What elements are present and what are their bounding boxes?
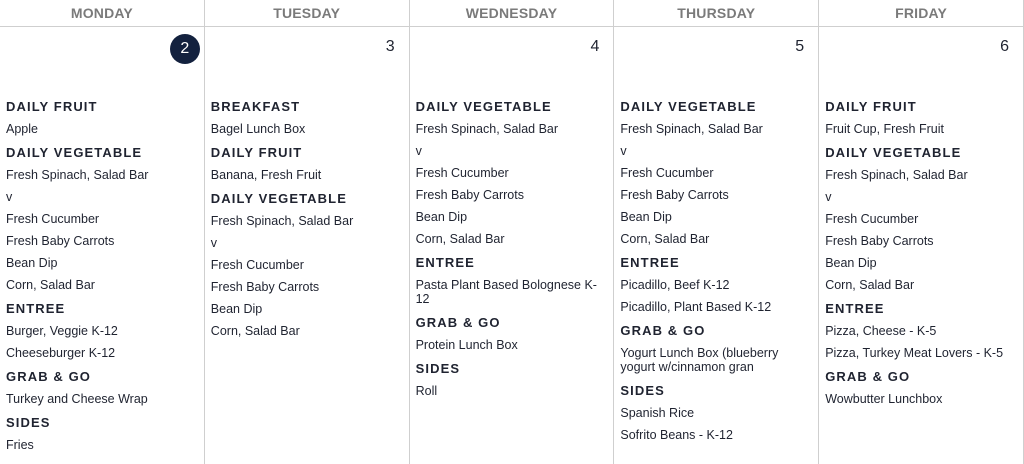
menu-item[interactable]: Bagel Lunch Box: [210, 122, 306, 136]
menu-item[interactable]: Pizza, Turkey Meat Lovers - K-5: [825, 346, 1004, 360]
menu-section: [620, 98, 812, 246]
menu-item[interactable]: Fresh Baby Carrots: [415, 188, 524, 202]
menu-section: [416, 98, 608, 246]
menu-item[interactable]: Fresh Cucumber: [6, 212, 100, 226]
weekday-label-friday: FRIDAY: [819, 0, 1024, 26]
menu-section: [825, 368, 1017, 406]
date-number[interactable]: 5: [795, 38, 805, 55]
menu-item[interactable]: v: [620, 144, 627, 158]
section-title: DAILY VEGETABLE: [6, 145, 143, 160]
menu-item[interactable]: Fresh Baby Carrots: [620, 188, 729, 202]
menu-section: [620, 322, 812, 374]
menu-item[interactable]: v: [6, 190, 13, 204]
menu-section: [416, 254, 608, 306]
menu-item[interactable]: Picadillo, Plant Based K-12: [620, 300, 772, 314]
section-title: SIDES: [6, 415, 51, 430]
menu-section: [6, 414, 198, 452]
section-title: SIDES: [620, 383, 665, 398]
menu-item[interactable]: Corn, Salad Bar: [415, 232, 505, 246]
day-menu: [6, 98, 198, 460]
menu-item[interactable]: v: [415, 144, 422, 158]
menu-item[interactable]: Fresh Cucumber: [415, 166, 509, 180]
menu-item[interactable]: Pizza, Cheese - K-5: [825, 324, 937, 338]
menu-item[interactable]: Fresh Cucumber: [620, 166, 714, 180]
menu-item[interactable]: Yogurt Lunch Box (blueberry yogurt w/cinnamon gran: [620, 346, 779, 374]
menu-item[interactable]: Banana, Fresh Fruit: [210, 168, 322, 182]
weekday-label-tuesday: TUESDAY: [205, 0, 410, 26]
day-cell[interactable]: [819, 27, 1024, 464]
menu-item[interactable]: Burger, Veggie K-12: [6, 324, 118, 338]
menu-item[interactable]: Bean Dip: [210, 302, 263, 316]
menu-item[interactable]: Bean Dip: [825, 256, 877, 270]
menu-item[interactable]: Bean Dip: [6, 256, 58, 270]
menu-item[interactable]: Protein Lunch Box: [415, 338, 518, 352]
menu-item[interactable]: Picadillo, Beef K-12: [620, 278, 730, 292]
menu-item[interactable]: Fresh Baby Carrots: [825, 234, 934, 248]
menu-item[interactable]: Corn, Salad Bar: [825, 278, 915, 292]
date-number[interactable]: 6: [1000, 38, 1009, 55]
menu-item[interactable]: Fresh Cucumber: [210, 258, 304, 272]
weekday-label-thursday: THURSDAY: [614, 0, 819, 26]
section-title: DAILY VEGETABLE: [415, 99, 552, 114]
menu-item[interactable]: Pasta Plant Based Bolognese K-12: [415, 278, 597, 306]
menu-item[interactable]: Cheeseburger K-12: [6, 346, 116, 360]
section-title: SIDES: [415, 361, 461, 376]
date-number[interactable]: 3: [385, 38, 395, 55]
menu-section: [825, 98, 1017, 136]
menu-item[interactable]: Fresh Spinach, Salad Bar: [825, 168, 968, 182]
menu-item[interactable]: Roll: [415, 384, 438, 398]
menu-section: [211, 190, 403, 338]
day-cell[interactable]: [205, 27, 410, 464]
section-title: DAILY FRUIT: [825, 99, 917, 114]
menu-item[interactable]: Fresh Spinach, Salad Bar: [210, 214, 354, 228]
day-cell[interactable]: [614, 27, 819, 464]
day-cell[interactable]: [0, 27, 205, 464]
menu-section: [620, 254, 812, 314]
menu-item[interactable]: Fresh Spinach, Salad Bar: [6, 168, 149, 182]
menu-item[interactable]: Spanish Rice: [620, 406, 695, 420]
day-menu: [211, 98, 403, 346]
menu-item[interactable]: v: [825, 190, 832, 204]
menu-item[interactable]: Corn, Salad Bar: [210, 324, 300, 338]
section-title: DAILY VEGETABLE: [825, 145, 962, 160]
menu-item[interactable]: Turkey and Cheese Wrap: [6, 392, 148, 406]
menu-section: [211, 144, 403, 182]
section-title: DAILY FRUIT: [210, 145, 303, 160]
day-menu: [416, 98, 608, 406]
menu-item[interactable]: Bean Dip: [620, 210, 672, 224]
menu-item[interactable]: Apple: [6, 122, 38, 136]
menu-item[interactable]: Fresh Spinach, Salad Bar: [415, 122, 559, 136]
section-title: DAILY VEGETABLE: [620, 99, 757, 114]
day-menu: [620, 98, 812, 450]
section-title: GRAB & GO: [620, 323, 706, 338]
section-title: BREAKFAST: [210, 99, 301, 114]
section-title: GRAB & GO: [415, 315, 501, 330]
menu-section: [6, 368, 198, 406]
menu-section: [211, 98, 403, 136]
section-title: DAILY VEGETABLE: [210, 191, 347, 206]
day-menu: [825, 98, 1017, 414]
menu-section: [825, 300, 1017, 360]
menu-item[interactable]: v: [210, 236, 218, 250]
section-title: ENTREE: [825, 301, 885, 316]
date-number[interactable]: 4: [590, 38, 600, 55]
weekday-label-wednesday: WEDNESDAY: [410, 0, 615, 26]
menu-section: [825, 144, 1017, 292]
menu-section: [416, 360, 608, 398]
menu-item[interactable]: Fresh Baby Carrots: [6, 234, 115, 248]
menu-section: [620, 382, 812, 442]
menu-item[interactable]: Fries: [6, 438, 34, 452]
menu-item[interactable]: Fresh Cucumber: [825, 212, 919, 226]
menu-section: [416, 314, 608, 352]
section-title: GRAB & GO: [6, 369, 92, 384]
section-title: DAILY FRUIT: [6, 99, 98, 114]
menu-item[interactable]: Wowbutter Lunchbox: [825, 392, 943, 406]
menu-section: [6, 300, 198, 360]
section-title: ENTREE: [415, 255, 475, 270]
menu-item[interactable]: Corn, Salad Bar: [6, 278, 95, 292]
weekday-label-monday: MONDAY: [0, 0, 205, 26]
menu-item[interactable]: Sofrito Beans - K-12: [620, 428, 733, 442]
today-date-badge[interactable]: 2: [170, 34, 200, 64]
section-title: ENTREE: [6, 301, 66, 316]
day-cell[interactable]: [410, 27, 615, 464]
menu-item[interactable]: Fruit Cup, Fresh Fruit: [825, 122, 944, 136]
menu-item[interactable]: Corn, Salad Bar: [620, 232, 710, 246]
menu-item[interactable]: Bean Dip: [415, 210, 468, 224]
section-title: GRAB & GO: [825, 369, 911, 384]
week-row: [0, 27, 1024, 464]
weekday-header: [0, 0, 1024, 27]
menu-section: [6, 144, 198, 292]
menu-item[interactable]: Fresh Baby Carrots: [210, 280, 320, 294]
section-title: ENTREE: [620, 255, 680, 270]
menu-section: [6, 98, 198, 136]
menu-item[interactable]: Fresh Spinach, Salad Bar: [620, 122, 763, 136]
